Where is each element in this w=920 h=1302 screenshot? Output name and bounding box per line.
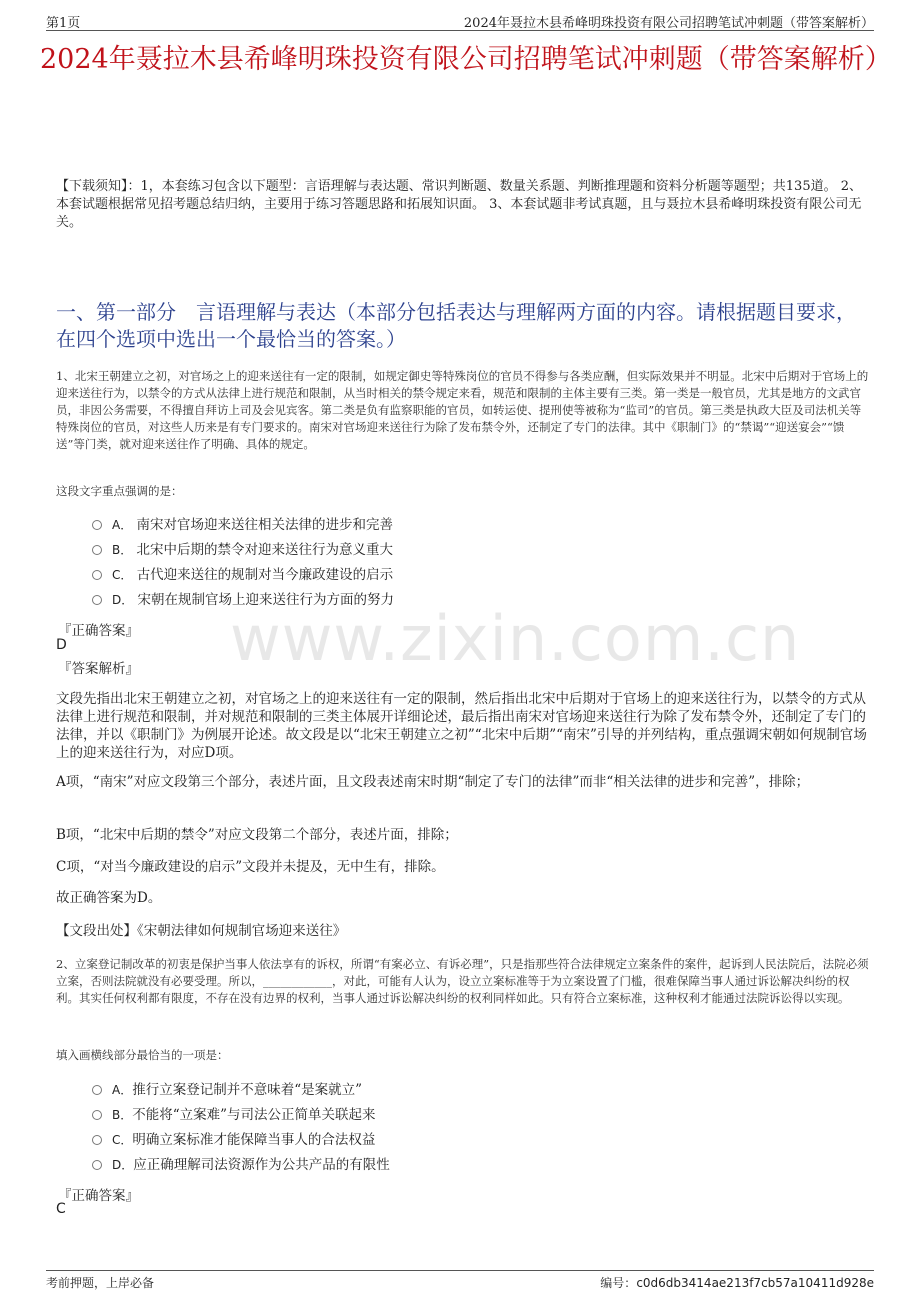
question-1-prompt: 这段文字重点强调的是： — [56, 484, 183, 498]
q2-answer: C — [56, 1201, 66, 1217]
q1-analysis-option-b: B项，“北宋中后期的禁令”对应文段第二个部分，表述片面，排除； — [56, 827, 458, 843]
q1-option-b[interactable]: B． 北宋中后期的禁令对迎来送往行为意义重大 — [92, 541, 393, 559]
document-title: 2024年聂拉木县希峰明珠投资有限公司招聘笔试冲刺题（带答案解析） — [40, 44, 892, 75]
q1-source: 【文段出处】《宋朝法律如何规制官场迎来送往》 — [56, 923, 347, 939]
page-footer — [46, 1270, 874, 1291]
q2-answer-label: 『正确答案』 — [58, 1188, 139, 1204]
radio-icon[interactable] — [92, 595, 102, 605]
q1-option-d[interactable]: D． 宋朝在规制官场上迎来送往行为方面的努力 — [92, 591, 394, 609]
q1-analysis-conclusion: 故正确答案为D。 — [56, 890, 162, 906]
radio-icon[interactable] — [92, 545, 102, 555]
running-title: 2024年聂拉木县希峰明珠投资有限公司招聘笔试冲刺题（带答案解析） — [463, 16, 874, 31]
question-2-prompt: 填入画横线部分最恰当的一项是： — [56, 1048, 229, 1062]
page-number: 第1页 — [46, 16, 81, 31]
footer-slogan: 考前押题，上岸必备 — [46, 1276, 155, 1290]
watermark: www.zixin.com.cn — [230, 602, 801, 675]
radio-icon[interactable] — [92, 1110, 102, 1120]
question-2-text: 2、立案登记制改革的初衷是保护当事人依法享有的诉权，所谓“有案必立、有诉必理”，只是指那些符合法律规定立案条件的案件，起诉到人民法院后，法院必须立案，否则法院就没有必要受理。所以，____________，对此，可能有人认为，设立立案标准等于为立案设置了门槛，很难保障当事人通过诉讼解决纠纷的权利。其实任何权利都有限度，不存在没有边界的权利，当事人通过诉讼解决纠纷的权利同样如此。只有符合立案标准，这种权利才能通过法院诉讼得以实现。 — [56, 957, 869, 1005]
download-notice: 【下载须知】：1，本套练习包含以下题型：言语理解与表达题、常识判断题、数量关系题、判断推理题和资料分析题等题型；共135道。 2、本套试题根据常见招考题总结归纳，主要用于练习答题思路和拓展知识面。 3、本套试题非考试真题，且与聂拉木县希峰明珠投资有限公司无关。 — [56, 179, 862, 230]
q2-option-b[interactable]: B．不能将“立案难”与司法公正简单关联起来 — [92, 1106, 376, 1124]
question-1-text: 1、北宋王朝建立之初，对官场之上的迎来送往有一定的限制，如规定御史等特殊岗位的官员不得参与各类应酬，但实际效果并不明显。北宋中后期对于官场上的迎来送往行为，以禁令的方式从法律上进行规范和限制，从当时相关的禁令规定来看，规范和限制的主体主要有三类。第一类是一般官员，尤其是地方的文武官员，非因公务需要，不得擅自拜访上司及会见宾客。第二类是负有监察职能的官员，如转运使、提刑使等被称为“监司”的官员。第三类是执政大臣及司法机关等特殊岗位的官员，对这些人历来是有专门要求的。南宋对官场迎来送往行为除了发布禁令外，还制定了专门的法律。其中《职制门》的“禁谒”“迎送宴会”“馈送”等门类，就对迎来送往作了明确、具体的规定。 — [56, 369, 869, 451]
radio-icon[interactable] — [92, 520, 102, 530]
q1-answer-label: 『正确答案』 — [58, 623, 139, 639]
q1-analysis-option-a: A项，“南宋”对应文段第三个部分，表述片面，且文段表述南宋时期“制定了专门的法律”而非“相关法律的进步和完善”，排除； — [56, 774, 810, 790]
q1-analysis-option-c: C项，“对当今廉政建设的启示”文段并未提及，无中生有，排除。 — [56, 859, 445, 875]
q1-answer: D — [56, 637, 67, 653]
q1-option-a[interactable]: A． 南宋对官场迎来送往相关法律的进步和完善 — [92, 516, 393, 534]
radio-icon[interactable] — [92, 1135, 102, 1145]
q1-analysis-paragraph: 文段先指出北宋王朝建立之初，对官场之上的迎来送往有一定的限制，然后指出北宋中后期对于官场上的迎来送往行为，以禁令的方式从法律上进行规范和限制，并对规范和限制的三类主体展开详细论述，最后指出南宋对官场迎来送往行为除了发布禁令外，还制定了专门的法律，并以《职制门》为例展开论述。故文段是以“北宋王朝建立之初”“北宋中后期”“南宋”引导的并列结构，重点强调宋朝如何规制官场上的迎来送往行为，对应D项。 — [56, 691, 867, 761]
document-code: 编号：c0d6db3414ae213f7cb57a10411d928e — [600, 1276, 874, 1290]
page-header — [46, 10, 874, 31]
radio-icon[interactable] — [92, 1085, 102, 1095]
section-heading: 一、第一部分 言语理解与表达（本部分包括表达与理解两方面的内容。请根据题目要求，在四个选项中选出一个最恰当的答案。） — [56, 300, 856, 351]
q1-option-c[interactable]: C． 古代迎来送往的规制对当今廉政建设的启示 — [92, 566, 393, 584]
q2-option-c[interactable]: C．明确立案标准才能保障当事人的合法权益 — [92, 1131, 375, 1149]
radio-icon[interactable] — [92, 1160, 102, 1170]
radio-icon[interactable] — [92, 570, 102, 580]
q2-option-d[interactable]: D．应正确理解司法资源作为公共产品的有限性 — [92, 1156, 390, 1174]
q1-analysis-label: 『答案解析』 — [58, 661, 139, 677]
q2-option-a[interactable]: A．推行立案登记制并不意味着“是案就立” — [92, 1081, 362, 1099]
